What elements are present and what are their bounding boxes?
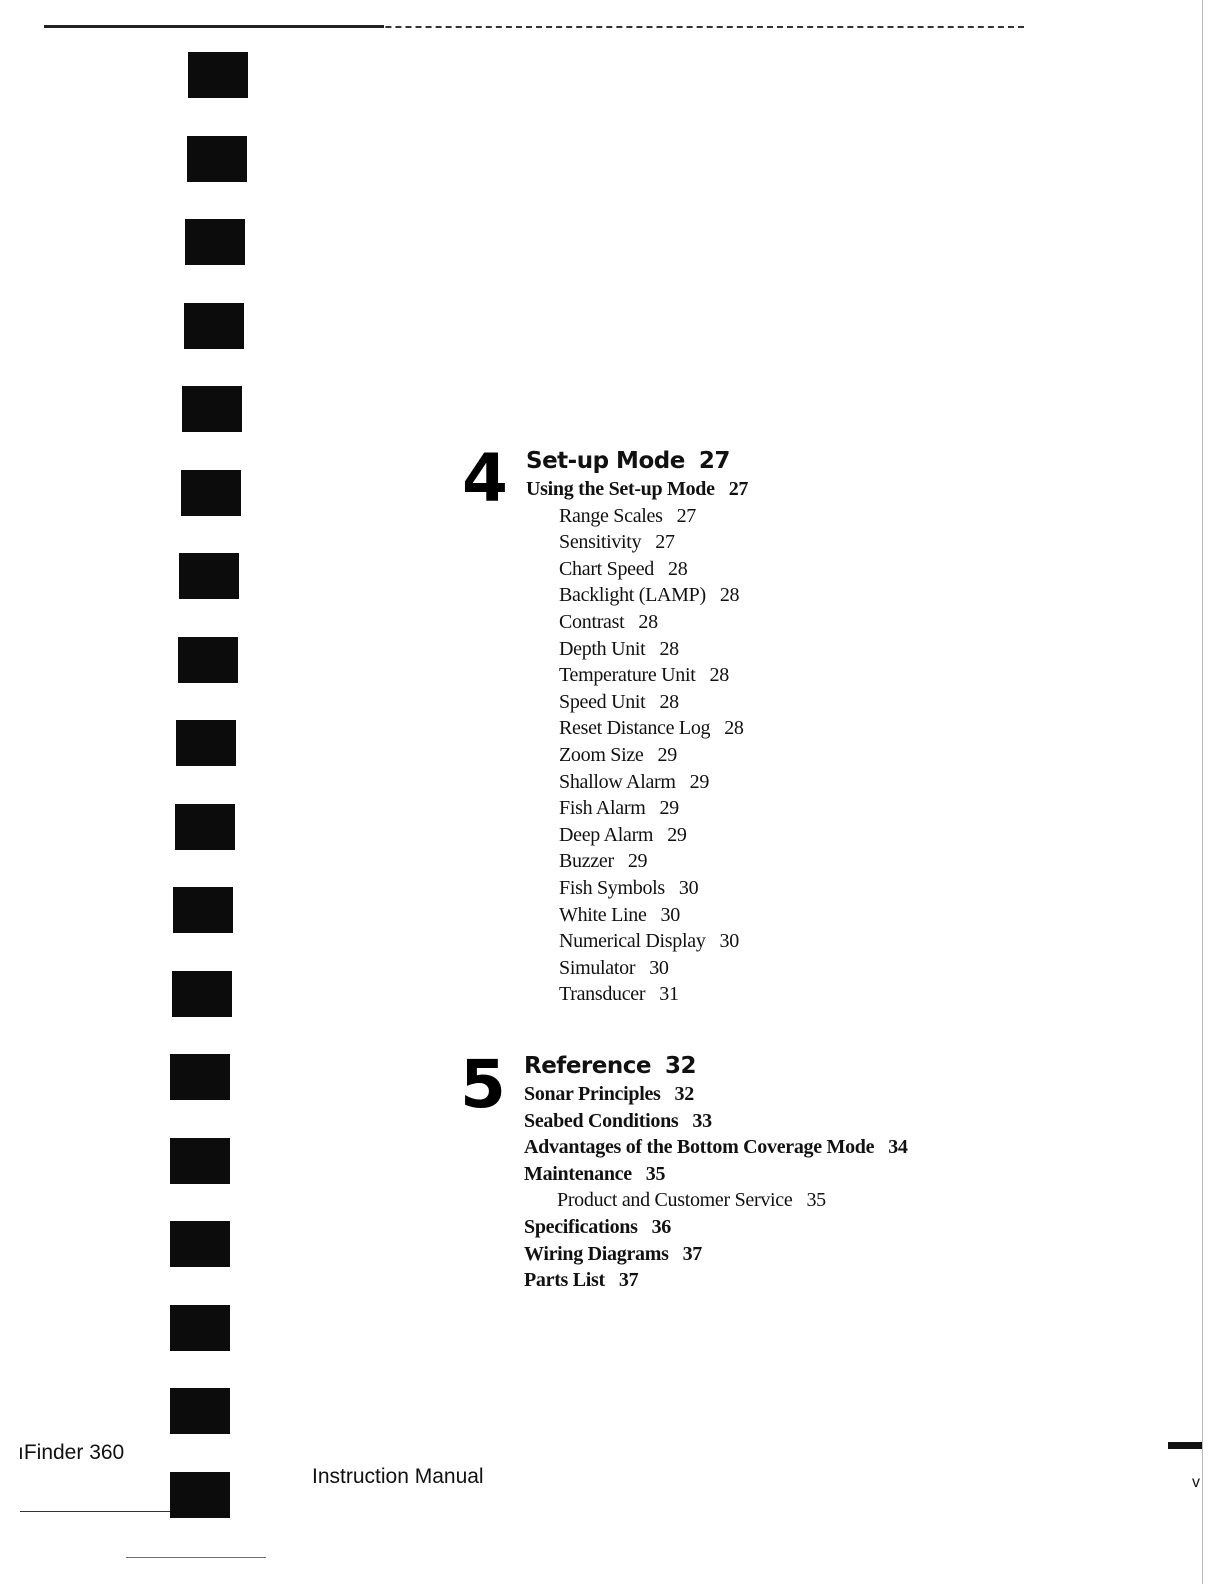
toc-entry bbox=[526, 556, 748, 583]
binding-ring bbox=[170, 1054, 230, 1100]
toc-entry-label: Advantages of the Bottom Coverage Mode bbox=[524, 1136, 875, 1159]
section-title: Reference 32 bbox=[524, 1053, 696, 1079]
toc-entry-page: 28 bbox=[659, 690, 679, 713]
toc-entry-page: 30 bbox=[678, 876, 699, 899]
binding-ring bbox=[170, 1305, 230, 1351]
toc-entry-page: 29 bbox=[689, 770, 710, 793]
binding-ring bbox=[188, 52, 248, 98]
toc-section-reference bbox=[524, 1051, 908, 1294]
toc-entry-page: 28 bbox=[659, 637, 679, 660]
toc-entry-page: 28 bbox=[709, 664, 729, 687]
edge-tab-mark bbox=[1168, 1442, 1202, 1449]
toc-entry-page: 28 bbox=[668, 557, 688, 580]
binding-ring bbox=[173, 887, 233, 933]
binding-ring bbox=[172, 971, 232, 1017]
toc-entry-label: Speed Unit bbox=[559, 690, 646, 713]
toc-entry-label: Backlight (LAMP) bbox=[559, 584, 706, 607]
toc-entry-label: Reset Distance Log bbox=[559, 717, 711, 740]
toc-entry-label: Wiring Diagrams bbox=[524, 1242, 669, 1265]
binding-ring bbox=[187, 136, 247, 182]
toc-entry-page: 31 bbox=[659, 983, 679, 1006]
footer-rule bbox=[20, 1511, 170, 1512]
toc-entry bbox=[526, 582, 748, 609]
binding-ring bbox=[185, 219, 245, 265]
toc-entry-page: 35 bbox=[806, 1189, 826, 1212]
edge-letter: v bbox=[1192, 1474, 1200, 1491]
toc-entry bbox=[524, 1214, 908, 1241]
top-scan-rule-solid bbox=[44, 25, 384, 28]
toc-entry-page: 33 bbox=[692, 1109, 712, 1132]
toc-entry bbox=[526, 742, 748, 769]
toc-entry-label: Deep Alarm bbox=[559, 823, 654, 846]
binding-ring bbox=[181, 470, 241, 516]
toc-entry-label: Seabed Conditions bbox=[524, 1109, 679, 1132]
toc-entry-page: 29 bbox=[659, 797, 679, 820]
toc-entry-page: 34 bbox=[888, 1136, 908, 1159]
toc-entry-label: Parts List bbox=[524, 1269, 605, 1292]
toc-entry bbox=[524, 1081, 908, 1108]
binding-ring bbox=[170, 1388, 230, 1434]
toc-entry-label: Sensitivity bbox=[559, 531, 642, 554]
toc-entry bbox=[524, 1134, 908, 1161]
toc-entry-page: 29 bbox=[667, 823, 687, 846]
toc-entry-label: Sonar Principles bbox=[524, 1083, 661, 1105]
toc-entry bbox=[526, 662, 748, 689]
toc-entry-page: 27 bbox=[676, 504, 696, 527]
spiral-binding bbox=[160, 40, 260, 1510]
toc-entry bbox=[526, 476, 748, 503]
binding-ring bbox=[182, 386, 242, 432]
binding-ring bbox=[175, 804, 235, 850]
toc-entry bbox=[526, 689, 748, 716]
toc-entry bbox=[524, 1108, 908, 1135]
toc-entry-page: 37 bbox=[682, 1242, 702, 1265]
toc-entry-page: 27 bbox=[728, 478, 749, 500]
toc-entry-page: 28 bbox=[638, 610, 658, 633]
toc-entry bbox=[524, 1161, 908, 1188]
toc-entry-page: 30 bbox=[719, 930, 739, 953]
toc-entry-label: Maintenance bbox=[524, 1162, 632, 1185]
binding-ring bbox=[170, 1221, 230, 1267]
chapter-number-5: 5 bbox=[460, 1046, 506, 1123]
toc-entry bbox=[526, 875, 748, 902]
toc-entry bbox=[526, 955, 748, 982]
toc-entry-page: 28 bbox=[719, 584, 740, 607]
toc-entry-page: 37 bbox=[618, 1269, 639, 1292]
toc-entry-label: Range Scales bbox=[559, 504, 663, 527]
toc-entry bbox=[526, 636, 748, 663]
toc-entry bbox=[526, 529, 748, 556]
toc-entry-label: Zoom Size bbox=[559, 743, 644, 766]
toc-entry-label: Fish Symbols bbox=[559, 876, 665, 899]
binding-ring bbox=[179, 553, 239, 599]
toc-entry-label: Buzzer bbox=[559, 850, 614, 873]
toc-entry bbox=[526, 848, 748, 875]
toc-entry-label: Product and Customer Service bbox=[557, 1189, 793, 1212]
toc-entry bbox=[524, 1187, 908, 1214]
toc-entry-page: 29 bbox=[627, 850, 648, 873]
toc-entry-page: 32 bbox=[674, 1083, 694, 1105]
toc-entry bbox=[526, 609, 748, 636]
binding-ring bbox=[170, 1472, 230, 1518]
toc-entry-label: Specifications bbox=[524, 1215, 638, 1238]
toc-entry-page: 30 bbox=[660, 903, 680, 926]
chapter-number-4: 4 bbox=[462, 440, 508, 517]
toc-entry-label: Transducer bbox=[559, 983, 646, 1006]
toc-entry-label: Shallow Alarm bbox=[559, 770, 676, 793]
binding-ring bbox=[184, 303, 244, 349]
toc-entry bbox=[526, 769, 748, 796]
toc-entry-label: Fish Alarm bbox=[559, 797, 646, 820]
binding-ring bbox=[176, 720, 236, 766]
footer-manual-title: Instruction Manual bbox=[312, 1465, 484, 1488]
scan-blue-line bbox=[126, 1557, 266, 1558]
toc-entry bbox=[524, 1241, 908, 1268]
toc-entry-page: 28 bbox=[724, 717, 744, 740]
toc-entry-page: 29 bbox=[657, 743, 677, 766]
toc-entry-label: Temperature Unit bbox=[559, 664, 696, 687]
toc-entry-page: 30 bbox=[649, 956, 669, 979]
toc-entry-label: Depth Unit bbox=[559, 637, 646, 660]
toc-entry bbox=[526, 715, 748, 742]
page-edge bbox=[1202, 0, 1203, 1584]
toc-entry-page: 36 bbox=[651, 1215, 671, 1238]
toc-entry bbox=[526, 928, 748, 955]
footer-product-name: ıFinder 360 bbox=[18, 1441, 125, 1464]
toc-entry-label: Using the Set-up Mode bbox=[526, 478, 715, 500]
toc-entry-page: 35 bbox=[645, 1162, 666, 1185]
toc-entry bbox=[526, 902, 748, 929]
binding-ring bbox=[170, 1138, 230, 1184]
toc-entry-label: White Line bbox=[559, 903, 647, 926]
toc-entry bbox=[526, 822, 748, 849]
toc-entry bbox=[526, 795, 748, 822]
toc-entry-label: Contrast bbox=[559, 610, 625, 633]
toc-entry bbox=[524, 1267, 908, 1294]
section-title: Set-up Mode 27 bbox=[526, 448, 730, 474]
toc-entry-label: Chart Speed bbox=[559, 557, 655, 580]
toc-entry bbox=[526, 981, 748, 1008]
toc-entry-label: Numerical Display bbox=[559, 930, 706, 953]
binding-ring bbox=[178, 637, 238, 683]
toc-section-setup bbox=[526, 446, 748, 1008]
toc-entry-page: 27 bbox=[655, 531, 675, 554]
toc-entry bbox=[526, 503, 748, 530]
toc-entry-label: Simulator bbox=[559, 956, 636, 979]
